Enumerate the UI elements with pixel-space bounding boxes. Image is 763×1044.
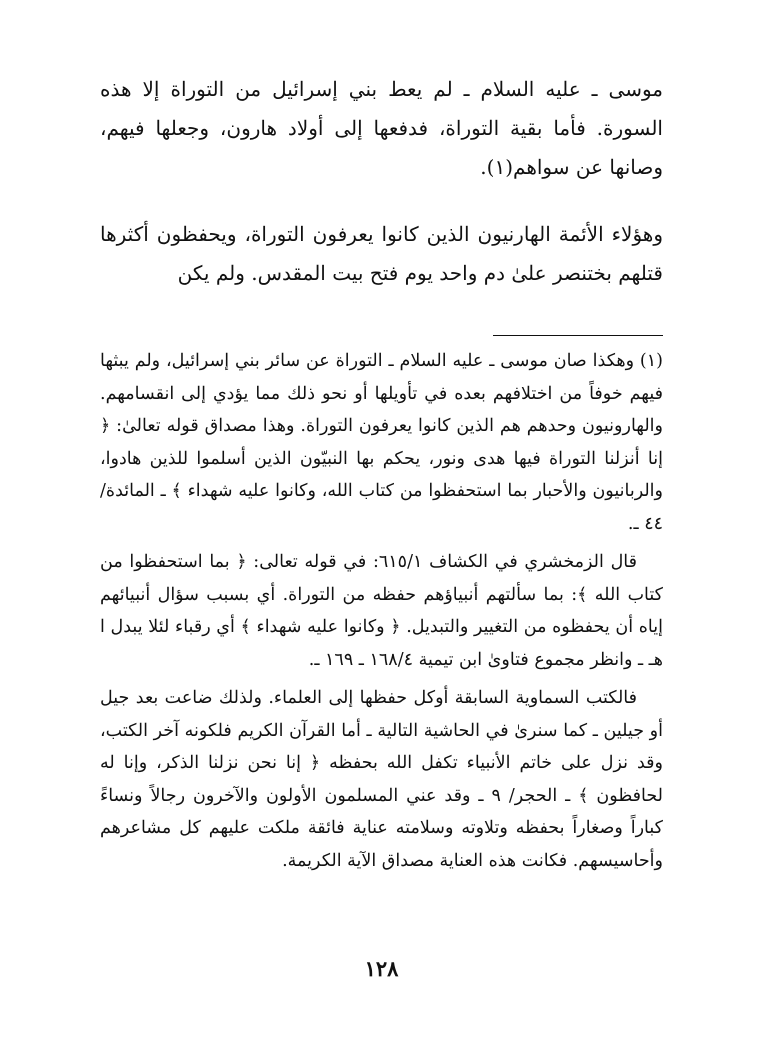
footnotes (100, 345, 663, 877)
page-number: ١٢٨ (364, 956, 399, 981)
main-text (100, 70, 663, 293)
footnote-1: (١) وهكذا صان موسى ـ عليه السلام ـ التوراة عن سائر بني إسرائيل، ولم يبثها فيهم خوفاً من اختلافهم بعده في تأويلها أو نحو ذلك مما يؤدي إلى انقسامهم. والهارونيون وحدهم هم الذين كانوا يعرفون التوراة. وهذا مصداق قوله تعالىٰ: ﴿ إنا أنزلنا التوراة فيها هدى ونور، يحكم بها النبيّون الذين أسلموا للذين هادوا، والربانيون والأحبار بما استحفظوا من كتاب الله، وكانوا عليه شهداء ﴾ ـ المائدة/٤٤ ـ. (100, 351, 663, 534)
footnote-paragraph-2: قال الزمخشري في الكشاف ٦١٥/١: في قوله تعالى: ﴿ بما استحفظوا من كتاب الله ﴾: بما سألتهم أنبياؤهم حفظه من التوراة. أي بسبب سؤال أنبيائهم إياه أن يحفظوه من التغيير والتبديل. ﴿ وكانوا عليه شهداء ﴾ أي رقباء لئلا يبدل ا هـ ـ وانظر مجموع فتاوىٰ ابن تيمية ١٦٨/٤ ـ ١٦٩ ـ. (100, 552, 663, 670)
body-paragraph-2: وهؤلاء الأئمة الهارنيون الذين كانوا يعرفون التوراة، ويحفظون أكثرها قتلهم بختنصر علىٰ دم واحد يوم فتح بيت المقدس. ولم يكن (100, 222, 663, 285)
footnote-separator (493, 335, 663, 336)
body-paragraph-1: موسى ـ عليه السلام ـ لم يعط بني إسرائيل من التوراة إلا هذه السورة. فأما بقية التوراة، فدفعها إلى أولاد هارون، وجعلها فيهم، وصانها عن سواهم(١). (100, 77, 663, 179)
footnote-paragraph-3: فالكتب السماوية السابقة أوكل حفظها إلى العلماء. ولذلك ضاعت بعد جيل أو جيلين ـ كما سنرىٰ في الحاشية التالية ـ أما القرآن الكريم فلكونه آخر الكتب، وقد نزل على خاتم الأنبياء تكفل الله بحفظه ﴿ إنا نحن نزلنا الذكر، وإنا له لحافظون ﴾ ـ الحجر/ ٩ ـ وقد عني المسلمون الأولون والآخرون رجالاً ونساءً كباراً وصغاراً بحفظه وتلاوته وسلامته عناية فائقة ملكت عليهم كل مشاعرهم وأحاسيسهم. فكانت هذه العناية مصداق الآية الكريمة. (100, 688, 664, 871)
